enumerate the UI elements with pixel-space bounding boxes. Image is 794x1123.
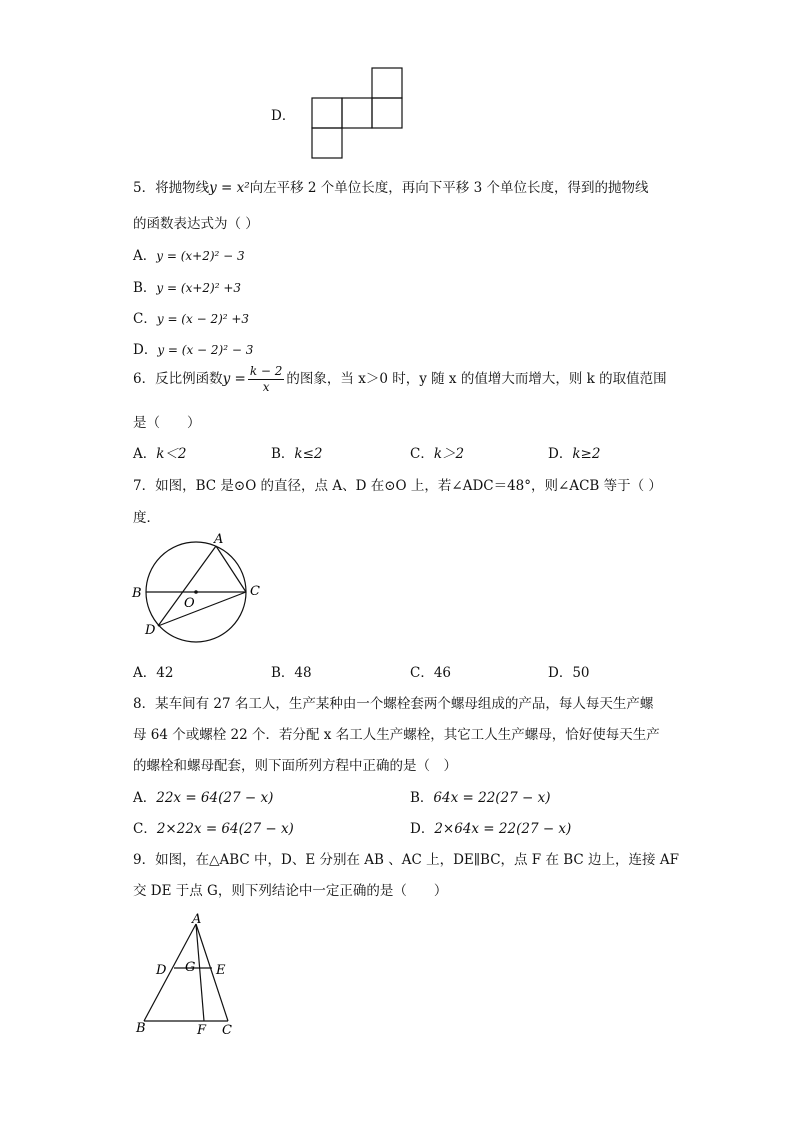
label-b: B — [136, 1021, 146, 1036]
center-point-o — [194, 590, 198, 594]
q9-triangle-figure — [130, 910, 250, 1040]
q7-option-d[interactable]: D．50 — [548, 665, 590, 681]
q8-line2: 母 64 个或螺栓 22 个．若分配 x 名工人生产螺栓，其它工人生产螺母，恰好使每天生产 — [133, 727, 660, 743]
q8-line3: 的螺栓和螺母配套，则下面所列方程中正确的是（ ） — [133, 758, 457, 774]
label-e: E — [216, 963, 226, 978]
q6-option-c[interactable]: C．k＞2 — [410, 446, 465, 462]
q8-option-a[interactable]: A．22x = 64(27 − x) — [133, 790, 274, 806]
q8-option-d[interactable]: D．2×64x = 22(27 − x) — [410, 821, 572, 837]
q9-line1: 9．如图，在△ABC 中，D、E 分别在 AB 、AC 上，DE∥BC，点 F 在 BC 边上，连接 AF — [133, 852, 679, 868]
q6-prefix: 6．反比例函数 — [133, 371, 223, 387]
q5-line2: 的函数表达式为（ ） — [133, 216, 259, 232]
net-square-1 — [372, 68, 402, 98]
q6-line1 — [133, 364, 667, 395]
q6-option-d[interactable]: D．k≥2 — [548, 446, 601, 462]
net-square-3 — [342, 98, 372, 128]
q9-line2: 交 DE 于点 G，则下列结论中一定正确的是（ ） — [133, 883, 448, 899]
label-a: A — [192, 912, 202, 927]
q8-option-c[interactable]: C．2×22x = 64(27 − x) — [133, 821, 294, 837]
q5-line1 — [133, 176, 648, 196]
chord-ad — [158, 546, 216, 626]
net-square-4 — [372, 98, 402, 128]
segment-af — [196, 924, 204, 1021]
q8-line1: 8．某车间有 27 名工人，生产某种由一个螺栓套两个螺母组成的产品，每人每天生产螺 — [133, 696, 654, 712]
net-square-2 — [312, 98, 342, 128]
chord-ac — [216, 546, 246, 592]
label-d: D — [145, 623, 156, 638]
label-g: G — [185, 960, 196, 975]
label-d: D — [156, 963, 167, 978]
q5-option-a[interactable]: A．y = (x+2)² − 3 — [133, 248, 245, 264]
net-square-5 — [312, 128, 342, 158]
q5-formula: y = x² — [209, 180, 250, 196]
q5-option-d[interactable]: D．y = (x − 2)² − 3 — [133, 342, 254, 358]
q6-fraction: $\frac{k - 2}{x}$ — [249, 364, 283, 394]
q4-option-d-figure — [310, 66, 410, 161]
q5-line1-prefix: 5．将抛物线 — [133, 180, 210, 196]
label-a: A — [214, 532, 224, 547]
q7-line1: 7．如图，BC 是⊙O 的直径，点 A、D 在⊙O 上，若∠ADC＝48°，则∠ACB 等于（ ） — [133, 478, 662, 494]
label-c: C — [250, 584, 260, 599]
q6-line2: 是（ ） — [133, 415, 201, 431]
q8-option-b[interactable]: B．64x = 22(27 − x) — [410, 790, 551, 806]
label-c: C — [222, 1023, 232, 1038]
q7-option-c[interactable]: C．46 — [410, 665, 452, 681]
q7-option-b[interactable]: B．48 — [271, 665, 312, 681]
q7-option-a[interactable]: A．42 — [133, 665, 174, 681]
label-f: F — [197, 1023, 207, 1038]
q7-line2: 度． — [133, 510, 160, 526]
q6-y-eq: y = — [222, 371, 246, 387]
label-b: B — [132, 586, 142, 601]
chord-dc — [158, 592, 246, 626]
q5-line1-suffix: 向左平移 2 个单位长度，再向下平移 3 个单位长度，得到的抛物线 — [249, 180, 649, 196]
q6-option-a[interactable]: A．k＜2 — [133, 446, 187, 462]
label-o: O — [184, 596, 195, 611]
q7-circle-figure — [128, 530, 278, 645]
q4-option-d-label: D． — [271, 108, 296, 124]
q6-suffix: 的图象，当 x＞0 时，y 随 x 的值增大而增大，则 k 的取值范围 — [286, 371, 667, 387]
q6-option-b[interactable]: B．k≤2 — [271, 446, 323, 462]
q5-option-b[interactable]: B．y = (x+2)² +3 — [133, 280, 242, 296]
q5-option-c[interactable]: C．y = (x − 2)² +3 — [133, 311, 250, 327]
